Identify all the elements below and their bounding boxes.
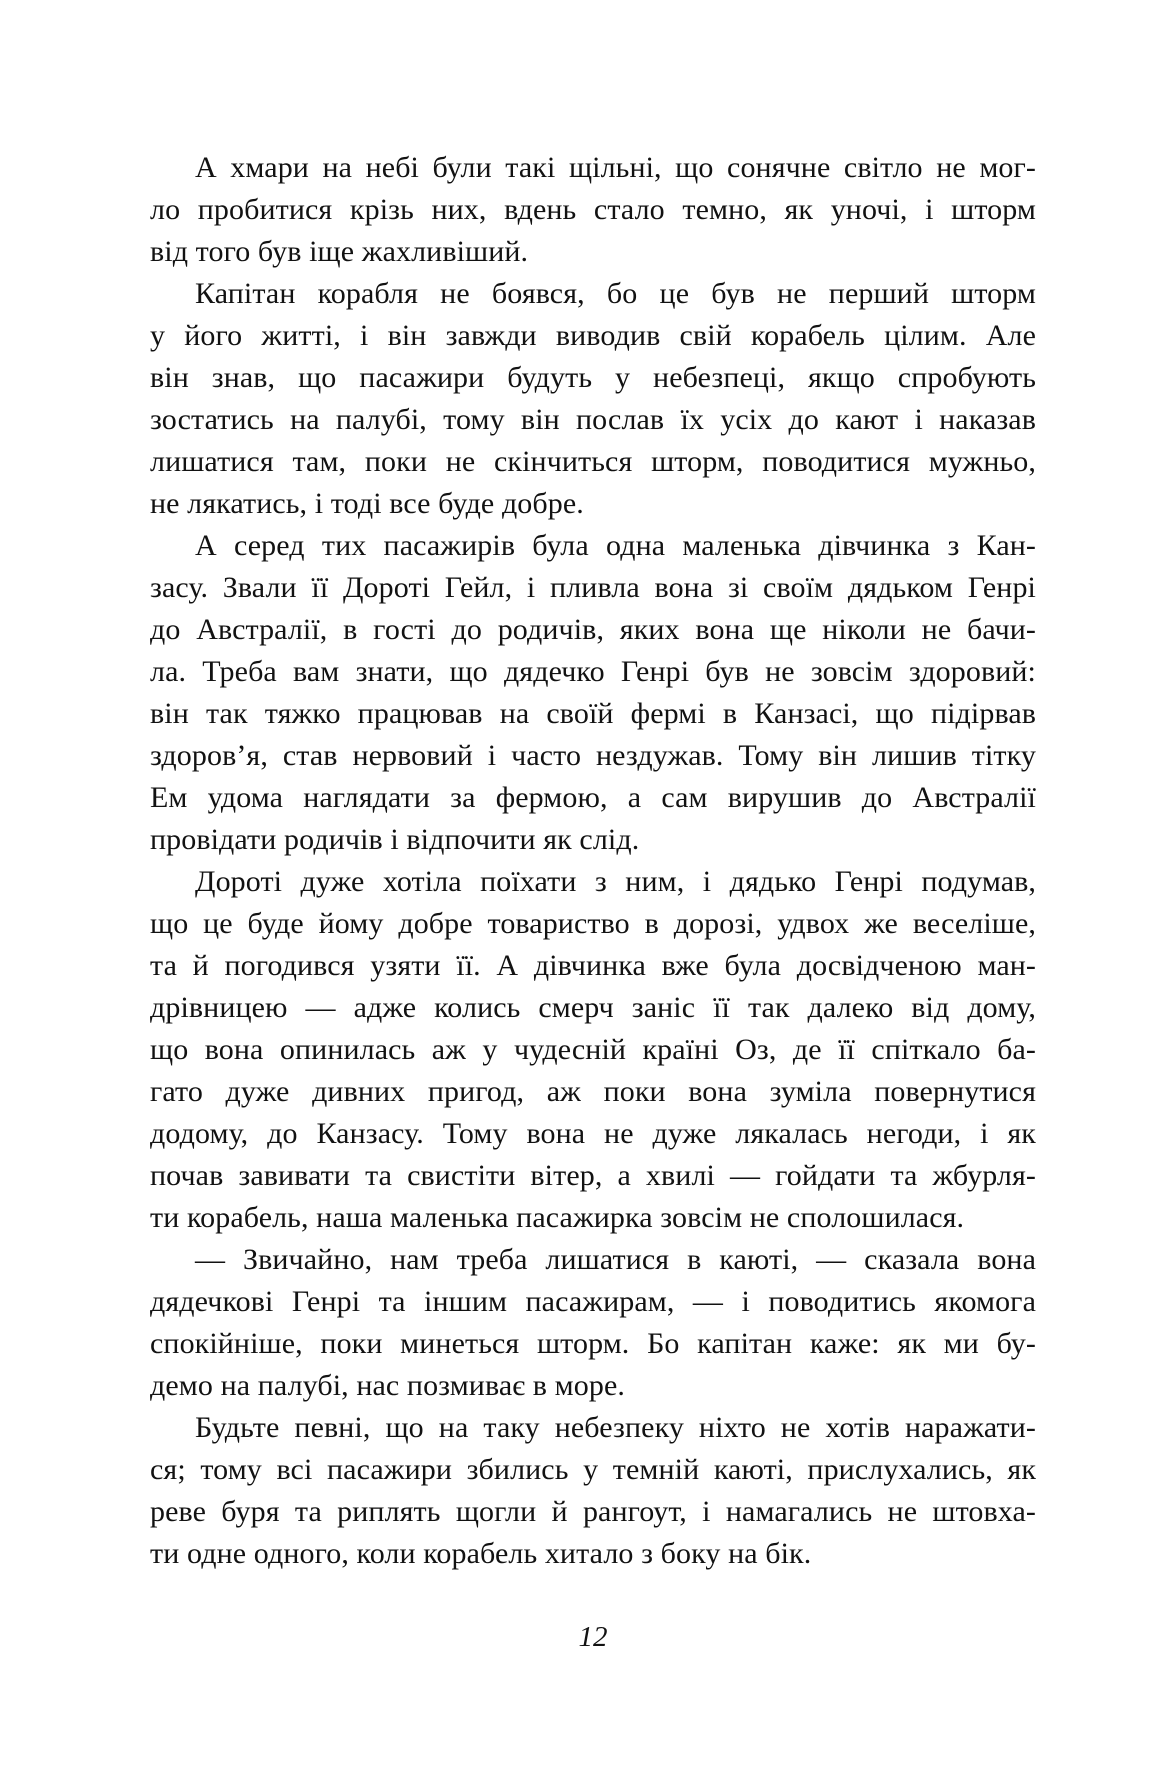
text-line: ти корабель, наша маленька пасажирка зовсім не сполошилася. bbox=[150, 1201, 965, 1234]
text-line: засу. Звали її Дороті Гейл, і пливла вона зі своїм дядьком Генрі bbox=[150, 571, 1036, 604]
text-line: А серед тих пасажирів була одна маленька дівчинка з Кан- bbox=[195, 529, 1036, 562]
text-line: зостатись на палубі, тому він послав їх усіх до кают і наказав bbox=[150, 403, 1036, 436]
text-line: дрівницею — адже колись смерч заніс її так далеко від дому, bbox=[150, 991, 1036, 1024]
text-line: у його житті, і він завжди виводив свій корабель цілим. Але bbox=[150, 319, 1036, 352]
text-line: здоров’я, став нервовий і часто нездужав. Тому він лишив тітку bbox=[150, 739, 1036, 772]
text-line: що вона опинилась аж у чудесній країні Оз, де її спіткало ба- bbox=[150, 1033, 1036, 1066]
text-line: додому, до Канзасу. Тому вона не дуже лякалась негоди, і як bbox=[150, 1117, 1036, 1150]
paragraph bbox=[150, 861, 1036, 1239]
text-line: Дороті дуже хотіла поїхати з ним, і дядько Генрі подумав, bbox=[195, 865, 1036, 898]
text-line: Капітан корабля не боявся, бо це був не перший шторм bbox=[195, 277, 1036, 310]
text-line: А хмари на небі були такі щільні, що сонячне світло не мог- bbox=[195, 151, 1036, 184]
text-line: ло пробитися крізь них, вдень стало темно, як уночі, і шторм bbox=[150, 193, 1036, 226]
paragraph bbox=[150, 1407, 1036, 1575]
paragraph bbox=[150, 147, 1036, 273]
text-line: спокійніше, поки минеться шторм. Бо капітан каже: як ми бу- bbox=[150, 1327, 1036, 1360]
page-number: 12 bbox=[578, 1621, 608, 1653]
paragraph bbox=[150, 525, 1036, 861]
text-line: Ем удома наглядати за фермою, а сам вирушив до Австралії bbox=[150, 781, 1036, 814]
text-line: ла. Треба вам знати, що дядечко Генрі був не зовсім здоровий: bbox=[150, 655, 1036, 688]
text-line: — Звичайно, нам треба лишатися в каюті, — сказала вона bbox=[195, 1243, 1036, 1276]
text-line: реве буря та риплять щогли й рангоут, і намагались не штовха- bbox=[150, 1495, 1036, 1528]
text-line: не лякатись, і тоді все буде добре. bbox=[150, 487, 584, 520]
paragraph bbox=[150, 273, 1036, 525]
text-line: Будьте певні, що на таку небезпеку ніхто не хотів наражати- bbox=[195, 1411, 1036, 1444]
text-line: лишатися там, поки не скінчиться шторм, поводитися мужньо, bbox=[150, 445, 1036, 478]
text-line: що це буде йому добре товариство в дорозі, удвох же веселіше, bbox=[150, 907, 1036, 940]
paragraph bbox=[150, 1239, 1036, 1407]
text-line: та й погодився узяти її. А дівчинка вже була досвідченою ман- bbox=[150, 949, 1036, 982]
text-line: він так тяжко працював на своїй фермі в Канзасі, що підірвав bbox=[150, 697, 1036, 730]
text-line: демо на палубі, нас позмиває в море. bbox=[150, 1369, 625, 1402]
text-line: почав завивати та свистіти вітер, а хвилі — гойдати та жбурля- bbox=[150, 1159, 1036, 1192]
text-block bbox=[150, 147, 1036, 1575]
text-line: від того був іще жахливіший. bbox=[150, 235, 529, 268]
text-line: він знав, що пасажири будуть у небезпеці, якщо спробують bbox=[150, 361, 1036, 394]
text-line: провідати родичів і відпочити як слід. bbox=[150, 823, 640, 856]
text-line: дядечкові Генрі та іншим пасажирам, — і поводитись якомога bbox=[150, 1285, 1036, 1318]
text-line: ти одне одного, коли корабель хитало з боку на бік. bbox=[150, 1537, 812, 1570]
text-line: ся; тому всі пасажири збились у темній каюті, прислухались, як bbox=[150, 1453, 1036, 1486]
text-line: до Австралії, в гості до родичів, яких вона ще ніколи не бачи- bbox=[150, 613, 1036, 646]
text-line: гато дуже дивних пригод, аж поки вона зуміла повернутися bbox=[150, 1075, 1036, 1108]
